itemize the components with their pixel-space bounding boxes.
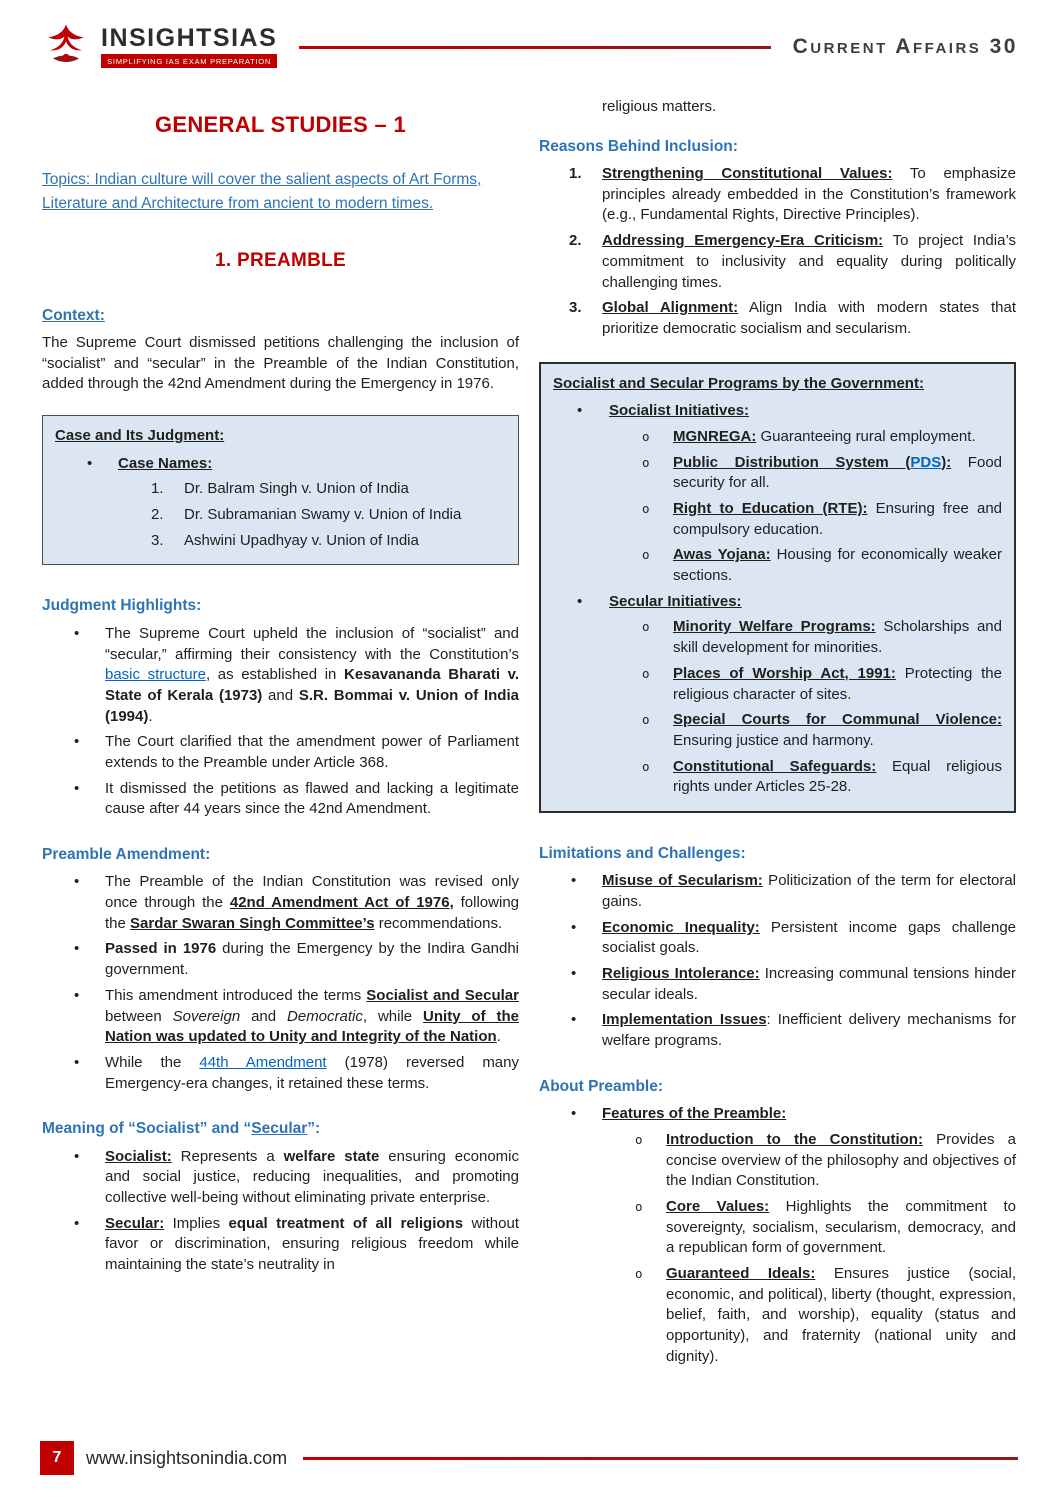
list-item xyxy=(42,986,519,1048)
feature-item xyxy=(602,1130,1016,1192)
list-item xyxy=(539,871,1016,912)
text-run: Represents a xyxy=(171,1147,284,1165)
continuation-text: religious matters. xyxy=(602,98,717,115)
text-run: Core Values: xyxy=(666,1197,770,1215)
text-run: Provides a concise overview of the philosophy and objectives of the Indian Constitution. xyxy=(666,1130,1016,1190)
inline-link[interactable]: 44th Amendment xyxy=(199,1053,327,1071)
rich-text xyxy=(673,428,976,445)
rich-text xyxy=(602,299,1016,337)
rich-text xyxy=(673,758,1002,796)
logo-brand-name: INSIGHTSIAS xyxy=(101,24,278,52)
program-group-socialist xyxy=(553,401,1002,587)
list-item xyxy=(42,1214,519,1276)
list-item xyxy=(42,1053,519,1094)
program-item xyxy=(609,427,1002,448)
text-run: Constitutional Safeguards: xyxy=(673,757,877,775)
text-run: during the Emergency by the Indira Gandhi government. xyxy=(105,940,519,979)
page-title: GENERAL STUDIES – 1 xyxy=(154,112,407,137)
text-run: To emphasize principles already embedded in the Constitution’s framework (e.g., Fundamental Rights, Directive Principles). xyxy=(602,165,1016,224)
text-run: To project India’s commitment to inclusivity and equality during politically challenging times. xyxy=(602,232,1017,291)
text-run: Democratic xyxy=(287,1007,363,1025)
rich-text xyxy=(105,1215,519,1273)
case-item xyxy=(151,531,506,552)
text-run: The Preamble of the Indian Constitution was revised only once through the xyxy=(105,873,519,912)
rich-text xyxy=(602,872,1016,910)
text-run: Ensuring justice and harmony. xyxy=(673,731,874,749)
text-run: following the xyxy=(105,894,519,932)
text-run: Sovereign xyxy=(172,1007,241,1025)
text-run: Passed in 1976 xyxy=(105,940,217,958)
page-number: 7 xyxy=(40,1441,74,1475)
case-name: Ashwini Upadhyay v. Union of India xyxy=(184,531,419,549)
features-group xyxy=(539,1104,1016,1367)
case-name: Dr. Balram Singh v. Union of India xyxy=(184,480,409,498)
list-item xyxy=(539,918,1016,959)
case-item xyxy=(151,505,506,526)
text-run: without favor or discrimination, ensuring religious freedom while maintaining the state’s neutrality in xyxy=(105,1214,519,1274)
secular-initiatives-label: Secular Initiatives: xyxy=(609,592,742,610)
context-heading: Context: xyxy=(42,306,105,324)
case-name: Dr. Subramanian Swamy v. Union of India xyxy=(184,506,462,524)
left-column xyxy=(42,90,519,1372)
rich-text xyxy=(602,965,1016,1003)
limitations-list xyxy=(539,871,1016,1052)
case-names-label: Case Names: xyxy=(118,454,213,472)
text-run: Secular: xyxy=(105,1214,165,1232)
text-run: The Court clarified that the amendment power of Parliament extends to the Preamble under Article 368. xyxy=(105,733,519,771)
rich-text xyxy=(105,780,519,818)
case-names-heading-list xyxy=(55,454,506,475)
text-run: between xyxy=(105,1007,173,1025)
inline-link[interactable]: PDS xyxy=(910,453,942,471)
text-run: Highlights the commitment to sovereignty, socialism, secularism, democracy, and a republican form of government. xyxy=(666,1197,1017,1257)
rich-text xyxy=(673,618,1002,656)
text-run: Meaning of “Socialist” and “ xyxy=(42,1120,252,1138)
rich-text xyxy=(666,1265,1016,1365)
text-run: Unity of the Nation was updated to Unity and Integrity of the Nation xyxy=(105,1007,519,1046)
logo-text xyxy=(101,26,277,68)
logo-tagline: SIMPLIFYING IAS EXAM PREPARATION xyxy=(101,54,277,68)
context-paragraph: The Supreme Court dismissed petitions challenging the inclusion of “socialist” and “secular” in the Preamble of the Indian Constitution, added through the 42nd Amendment during the Emergency in 1976. xyxy=(42,333,519,393)
program-item xyxy=(609,545,1002,586)
program-item xyxy=(609,617,1002,658)
rich-text xyxy=(673,711,1002,749)
text-run: Increasing communal tensions hinder secular ideals. xyxy=(602,965,1016,1003)
rich-text xyxy=(105,625,519,725)
insightsias-logo-icon xyxy=(40,21,92,73)
text-run: Addressing Emergency-Era Criticism: xyxy=(602,232,884,250)
case-names-list xyxy=(151,479,506,551)
list-item xyxy=(539,1010,1016,1051)
text-run: Special Courts for Communal Violence: xyxy=(673,711,1002,729)
rich-text xyxy=(673,546,1002,584)
rich-text xyxy=(105,873,519,931)
text-run: (1978) reversed many Emergency-era changes, it retained these terms. xyxy=(105,1053,519,1092)
text-run: Economic Inequality: xyxy=(602,918,760,936)
rich-text xyxy=(673,500,1002,538)
text-run: Awas Yojana: xyxy=(673,546,771,564)
meaning-heading xyxy=(42,1118,519,1139)
programs-box-title: Socialist and Secular Programs by the Government: xyxy=(553,374,924,392)
text-run: Secular xyxy=(251,1120,308,1138)
text-run: . xyxy=(496,1028,501,1046)
text-run: Food security for all. xyxy=(673,453,1003,492)
meaning-list xyxy=(42,1147,519,1276)
text-run: Ensuring free and compulsory education. xyxy=(673,500,1003,538)
insightsias-logo xyxy=(40,21,277,73)
rich-text xyxy=(105,987,519,1045)
page-footer xyxy=(40,1441,1018,1475)
text-run: 42nd Amendment Act of 1976, xyxy=(229,894,454,912)
program-group-secular xyxy=(553,592,1002,798)
features-label: Features of the Preamble: xyxy=(602,1105,787,1123)
rich-text xyxy=(673,665,1002,703)
text-run: Guaranteed Ideals: xyxy=(666,1265,816,1282)
text-run: While the xyxy=(105,1053,200,1071)
list-item xyxy=(539,298,1016,339)
rich-text xyxy=(666,1198,1016,1256)
text-run: Scholarships and skill development for minorities. xyxy=(673,618,1002,657)
rich-text xyxy=(673,454,1002,492)
case-judgment-box xyxy=(42,415,519,565)
text-run: Socialist and Secular xyxy=(366,986,519,1004)
text-run: Persistent income gaps challenge socialist goals. xyxy=(602,918,1016,957)
text-run: equal treatment of all religions xyxy=(228,1214,464,1232)
text-run: Religious Intolerance: xyxy=(602,965,760,983)
program-item xyxy=(609,499,1002,540)
rich-text xyxy=(666,1131,1016,1189)
text-run: Places of Worship Act, 1991: xyxy=(673,664,896,682)
rich-text xyxy=(105,733,519,771)
text-run: Ensures justice (social, economic, and political), liberty (thought, expression, belief, faith, and worship), equality (status and opportunity), and fraternity (national unity and dignity). xyxy=(666,1265,1017,1365)
text-run: and xyxy=(262,686,299,704)
judgment-highlights-heading: Judgment Highlights: xyxy=(42,597,202,615)
text-run: Kesavananda Bharati v. State of Kerala (1973) xyxy=(105,666,519,704)
text-run: ensuring economic and social justice, reducing inequalities, and promoting collective well-being without eliminating private enterprise. xyxy=(105,1147,519,1207)
rich-text xyxy=(602,232,1016,290)
case-box-title: Case and Its Judgment: xyxy=(55,427,225,445)
footer-divider xyxy=(303,1457,1018,1460)
reasons-list xyxy=(539,164,1016,340)
text-run: S.R. Bommai v. Union of India (1994) xyxy=(105,686,519,725)
feature-item xyxy=(602,1264,1016,1367)
text-run: Right to Education (RTE): xyxy=(673,500,868,517)
list-item xyxy=(42,872,519,934)
text-run: This amendment introduced the terms xyxy=(105,986,367,1004)
judgment-highlights-list xyxy=(42,624,519,820)
program-item xyxy=(609,664,1002,705)
text-run: Implies xyxy=(164,1214,229,1232)
text-run: Align India with modern states that prioritize democratic socialism and secularism. xyxy=(602,299,1017,337)
text-run: welfare state xyxy=(283,1147,380,1165)
text-run: The Supreme Court upheld the inclusion of “socialist” and “secular,” affirming their consistency with the Constitution’s xyxy=(105,624,519,663)
programs-groups xyxy=(553,401,1002,798)
list-item xyxy=(42,939,519,980)
section-title-preamble: 1. PREAMBLE xyxy=(214,250,347,272)
header-divider xyxy=(299,46,770,49)
reasons-heading: Reasons Behind Inclusion: xyxy=(539,137,738,155)
list-item xyxy=(539,164,1016,226)
about-preamble-list xyxy=(539,1104,1016,1367)
text-run: MGNREGA: xyxy=(673,427,757,445)
rich-text xyxy=(602,1011,1016,1049)
program-item xyxy=(609,710,1002,751)
preamble-amendment-heading: Preamble Amendment: xyxy=(42,846,211,864)
rich-text xyxy=(105,940,519,978)
text-run: Introduction to the Constitution: xyxy=(666,1130,923,1148)
about-preamble-heading: About Preamble: xyxy=(539,1077,664,1095)
text-run: Strengthening Constitutional Values: xyxy=(602,165,893,183)
text-run: Housing for economically weaker sections. xyxy=(673,546,1002,585)
text-run: Misuse of Secularism: xyxy=(602,872,763,890)
text-run: Guaranteeing rural employment. xyxy=(756,427,976,445)
list-item xyxy=(42,1147,519,1209)
rich-text xyxy=(105,1054,519,1092)
preamble-amendment-list xyxy=(42,872,519,1094)
text-run: Public Distribution System ( xyxy=(673,453,911,471)
inline-link[interactable]: basic structure xyxy=(105,666,206,684)
list-item xyxy=(55,454,506,475)
text-run: Politicization of the term for electoral gains. xyxy=(602,872,1016,910)
text-run: Equal religious rights under Articles 25-28. xyxy=(673,757,1002,796)
text-run: It dismissed the petitions as flawed and lacking a legitimate cause after 44 years since the 42nd Amendment. xyxy=(105,779,519,818)
content-columns xyxy=(0,80,1058,1372)
text-run: Protecting the religious character of sites. xyxy=(673,664,1002,703)
text-run: and xyxy=(240,1007,288,1025)
rich-text xyxy=(602,919,1016,957)
list-item xyxy=(539,231,1016,293)
socialist-initiatives-label: Socialist Initiatives: xyxy=(609,402,750,420)
secular-items xyxy=(609,617,1002,798)
header-document-title: Current Affairs 30 xyxy=(792,35,1018,58)
rich-text xyxy=(105,1148,519,1206)
text-run: ): xyxy=(941,453,952,471)
text-run: Global Alignment: xyxy=(602,299,739,317)
socialist-items xyxy=(609,427,1002,587)
list-item xyxy=(42,624,519,727)
text-run: : Inefficient delivery mechanisms for welfare programs. xyxy=(602,1011,1017,1050)
rich-text xyxy=(602,165,1016,223)
limitations-heading: Limitations and Challenges: xyxy=(539,844,746,862)
page-header xyxy=(0,0,1058,80)
case-item xyxy=(151,479,506,500)
feature-item xyxy=(602,1197,1016,1259)
text-run: recommendations. xyxy=(374,914,503,932)
list-item xyxy=(539,964,1016,1005)
program-item xyxy=(609,757,1002,798)
text-run: Socialist: xyxy=(105,1147,172,1165)
text-run: Minority Welfare Programs: xyxy=(673,618,876,636)
list-item xyxy=(42,779,519,820)
text-run: , as established in xyxy=(205,666,344,684)
list-item xyxy=(42,732,519,773)
right-column xyxy=(539,90,1016,1372)
text-run: ”: xyxy=(307,1120,321,1138)
text-run: , while xyxy=(362,1007,424,1025)
programs-box xyxy=(539,362,1016,813)
features-items xyxy=(602,1130,1016,1368)
text-run: . xyxy=(148,707,153,725)
text-run: Implementation Issues xyxy=(602,1011,767,1029)
text-run: Sardar Swaran Singh Committee’s xyxy=(130,914,375,932)
program-item xyxy=(609,453,1002,494)
topics-link[interactable]: Topics: Indian culture will cover the salient aspects of Art Forms, Literature and Architecture from ancient to modern times. xyxy=(42,171,482,213)
footer-website-link[interactable]: www.insightsonindia.com xyxy=(86,1447,288,1468)
